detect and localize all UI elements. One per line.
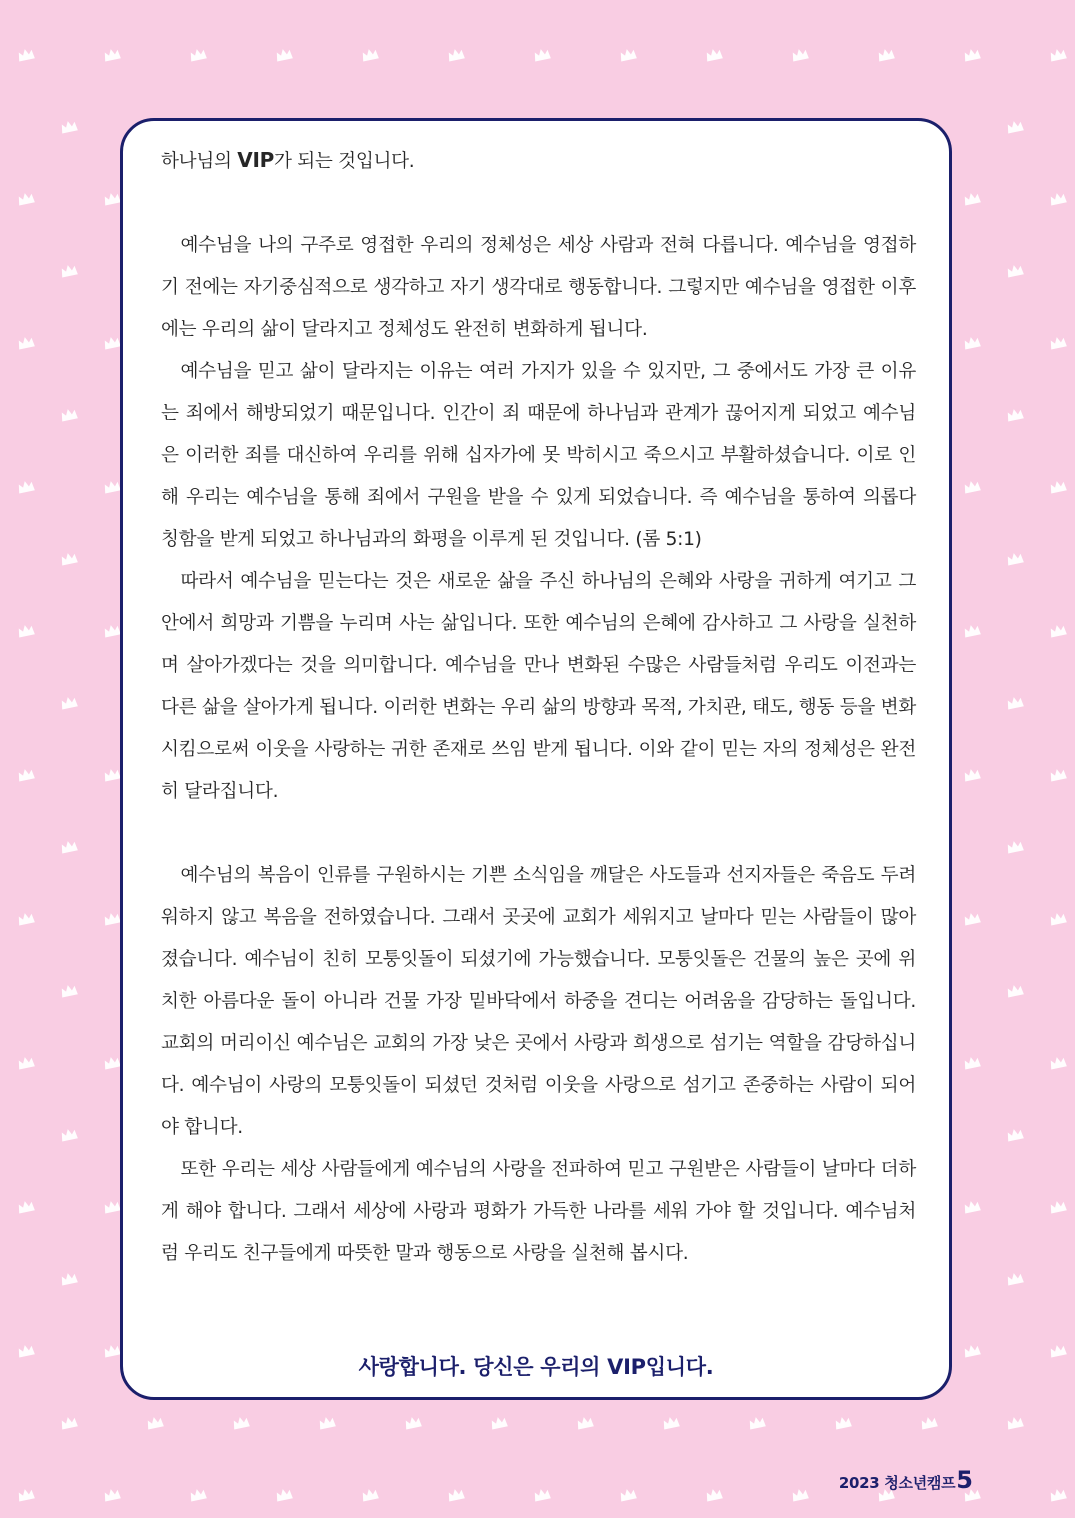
crown-icon [1049,47,1067,61]
crown-icon [17,1199,35,1213]
crown-icon [877,47,895,61]
crown-icon [1006,983,1024,997]
crown-icon [103,47,121,61]
crown-icon [447,47,465,61]
crown-icon [1049,335,1067,349]
crown-icon [963,1055,981,1069]
crown-icon [447,1487,465,1501]
crown-icon [1006,1271,1024,1285]
crown-icon [60,263,78,277]
crown-icon [963,335,981,349]
crown-icon [103,1343,121,1357]
crown-icon [103,479,121,493]
crown-icon [963,1343,981,1357]
body-text [161,139,916,1275]
crown-icon [1049,191,1067,205]
crown-icon [189,1487,207,1501]
crown-icon [791,47,809,61]
crown-icon [791,1487,809,1501]
intro-line [161,139,916,183]
crown-icon [1049,479,1067,493]
crown-icon [619,47,637,61]
crown-icon [275,1487,293,1501]
crown-icon [17,623,35,637]
footer-label: 2023 청소년캠프 [838,1474,956,1492]
crown-icon [963,911,981,925]
crown-icon [705,1487,723,1501]
crown-icon [103,1487,121,1501]
crown-icon [1049,911,1067,925]
crown-icon [60,1271,78,1285]
crown-icon [103,335,121,349]
crown-icon [103,623,121,637]
crown-icon [1049,1343,1067,1357]
crown-icon [404,1415,422,1429]
page-number: 5 [956,1466,973,1494]
crown-icon [1006,119,1024,133]
crown-icon [103,191,121,205]
paragraph: 따라서 예수님을 믿는다는 것은 새로운 삶을 주신 하나님의 은혜와 사랑을 귀하게 여기고 그 안에서 희망과 기쁨을 누리며 사는 삶입니다. 또한 예수님의 은혜에 감사하고 그 사랑을 실천하며 살아가겠다는 것을 의미합니다. 예수님을 만나 변화된 수많은 사람들처럼 우리도 이전과는 다른 삶을 살아가게 됩니다. 이러한 변화는 우리 삶의 방향과 목적, 가치관, 태도, 행동 등을 변화시킴으로써 이웃을 사랑하는 귀한 존재로 쓰임 받게 됩니다. 이와 같이 믿는 자의 정체성은 완전히 달라집니다. [161,571,916,802]
crown-icon [1049,1199,1067,1213]
crown-icon [17,767,35,781]
crown-icon [60,407,78,421]
crown-icon [103,911,121,925]
crown-icon [1006,551,1024,565]
crown-icon [232,1415,250,1429]
intro-after: 가 되는 것입니다. [273,151,415,172]
crown-icon [103,767,121,781]
crown-icon [533,1487,551,1501]
crown-icon [60,1415,78,1429]
content-card [120,118,952,1400]
crown-icon [490,1415,508,1429]
closing-message: 사랑합니다. 당신은 우리의 VIP입니다. [358,1355,714,1379]
crown-icon [1049,1055,1067,1069]
paragraph: 예수님의 복음이 인류를 구원하시는 기쁜 소식임을 깨달은 사도들과 선지자들은 죽음도 두려워하지 않고 복음을 전하였습니다. 그래서 곳곳에 교회가 세워지고 날마다 믿는 사람들이 많아졌습니다. 예수님이 친히 모퉁잇돌이 되셨기에 가능했습니다. 모퉁잇돌은 건물의 높은 곳에 위치한 아름다운 돌이 아니라 건물 가장 밑바닥에서 하중을 견디는 어려움을 감당하는 돌입니다. 교회의 머리이신 예수님은 교회의 가장 낮은 곳에서 사랑과 희생으로 섬기는 역할을 감당하십니다. 예수님이 사랑의 모퉁잇돌이 되셨던 것처럼 이웃을 사랑으로 섬기고 존중하는 사람이 되어야 합니다. [161,865,916,1138]
crown-icon [963,1199,981,1213]
crown-icon [1006,695,1024,709]
crown-icon [619,1487,637,1501]
paragraph: 예수님을 믿고 삶이 달라지는 이유는 여러 가지가 있을 수 있지만, 그 중에서도 가장 큰 이유는 죄에서 해방되었기 때문입니다. 인간이 죄 때문에 하나님과 관계가 끊어지게 되었고 예수님은 이러한 죄를 대신하여 우리를 위해 십자가에 못 박히시고 죽으시고 부활하셨습니다. 이로 인해 우리는 예수님을 통해 죄에서 구원을 받을 수 있게 되었습니다. 즉 예수님을 통하여 의롭다 칭함을 받게 되었고 하나님과의 화평을 이루게 된 것입니다. (롬 5:1) [161,361,916,550]
crown-icon [17,1487,35,1501]
crown-icon [834,1415,852,1429]
crown-icon [963,47,981,61]
crown-icon [533,47,551,61]
crown-icon [1006,1127,1024,1141]
crown-icon [920,1415,938,1429]
crown-icon [705,47,723,61]
crown-icon [361,47,379,61]
crown-icon [60,551,78,565]
crown-icon [576,1415,594,1429]
crown-icon [17,47,35,61]
crown-icon [963,767,981,781]
crown-icon [17,479,35,493]
crown-icon [318,1415,336,1429]
crown-icon [17,191,35,205]
crown-icon [748,1415,766,1429]
crown-icon [60,119,78,133]
crown-icon [275,47,293,61]
crown-icon [963,623,981,637]
crown-icon [1006,263,1024,277]
paragraph: 또한 우리는 세상 사람들에게 예수님의 사랑을 전파하여 믿고 구원받은 사람들이 날마다 더하게 해야 합니다. 그래서 세상에 사랑과 평화가 가득한 나라를 세워 가야 할 것입니다. 예수님처럼 우리도 친구들에게 따뜻한 말과 행동으로 사랑을 실천해 봅시다. [161,1159,916,1264]
crown-icon [17,335,35,349]
crown-icon [17,911,35,925]
crown-icon [1006,407,1024,421]
crown-icon [963,479,981,493]
crown-icon [361,1487,379,1501]
page-footer [839,1466,973,1494]
crown-icon [103,1199,121,1213]
intro-before: 하나님의 [161,151,238,172]
crown-icon [17,1343,35,1357]
crown-icon [146,1415,164,1429]
paragraph: 예수님을 나의 구주로 영접한 우리의 정체성은 세상 사람과 전혀 다릅니다. 예수님을 영접하기 전에는 자기중심적으로 생각하고 자기 생각대로 행동합니다. 그렇지만 예수님을 영접한 이후에는 우리의 삶이 달라지고 정체성도 완전히 변화하게 됩니다. [161,235,916,340]
crown-icon [189,47,207,61]
crown-icon [662,1415,680,1429]
crown-icon [1049,767,1067,781]
crown-icon [60,1127,78,1141]
crown-icon [963,191,981,205]
intro-vip: VIP [237,148,274,172]
crown-icon [1006,839,1024,853]
crown-icon [17,1055,35,1069]
crown-icon [60,695,78,709]
crown-icon [1006,1415,1024,1429]
crown-icon [1049,623,1067,637]
crown-icon [60,839,78,853]
crown-icon [60,983,78,997]
crown-icon [103,1055,121,1069]
crown-icon [1049,1487,1067,1501]
